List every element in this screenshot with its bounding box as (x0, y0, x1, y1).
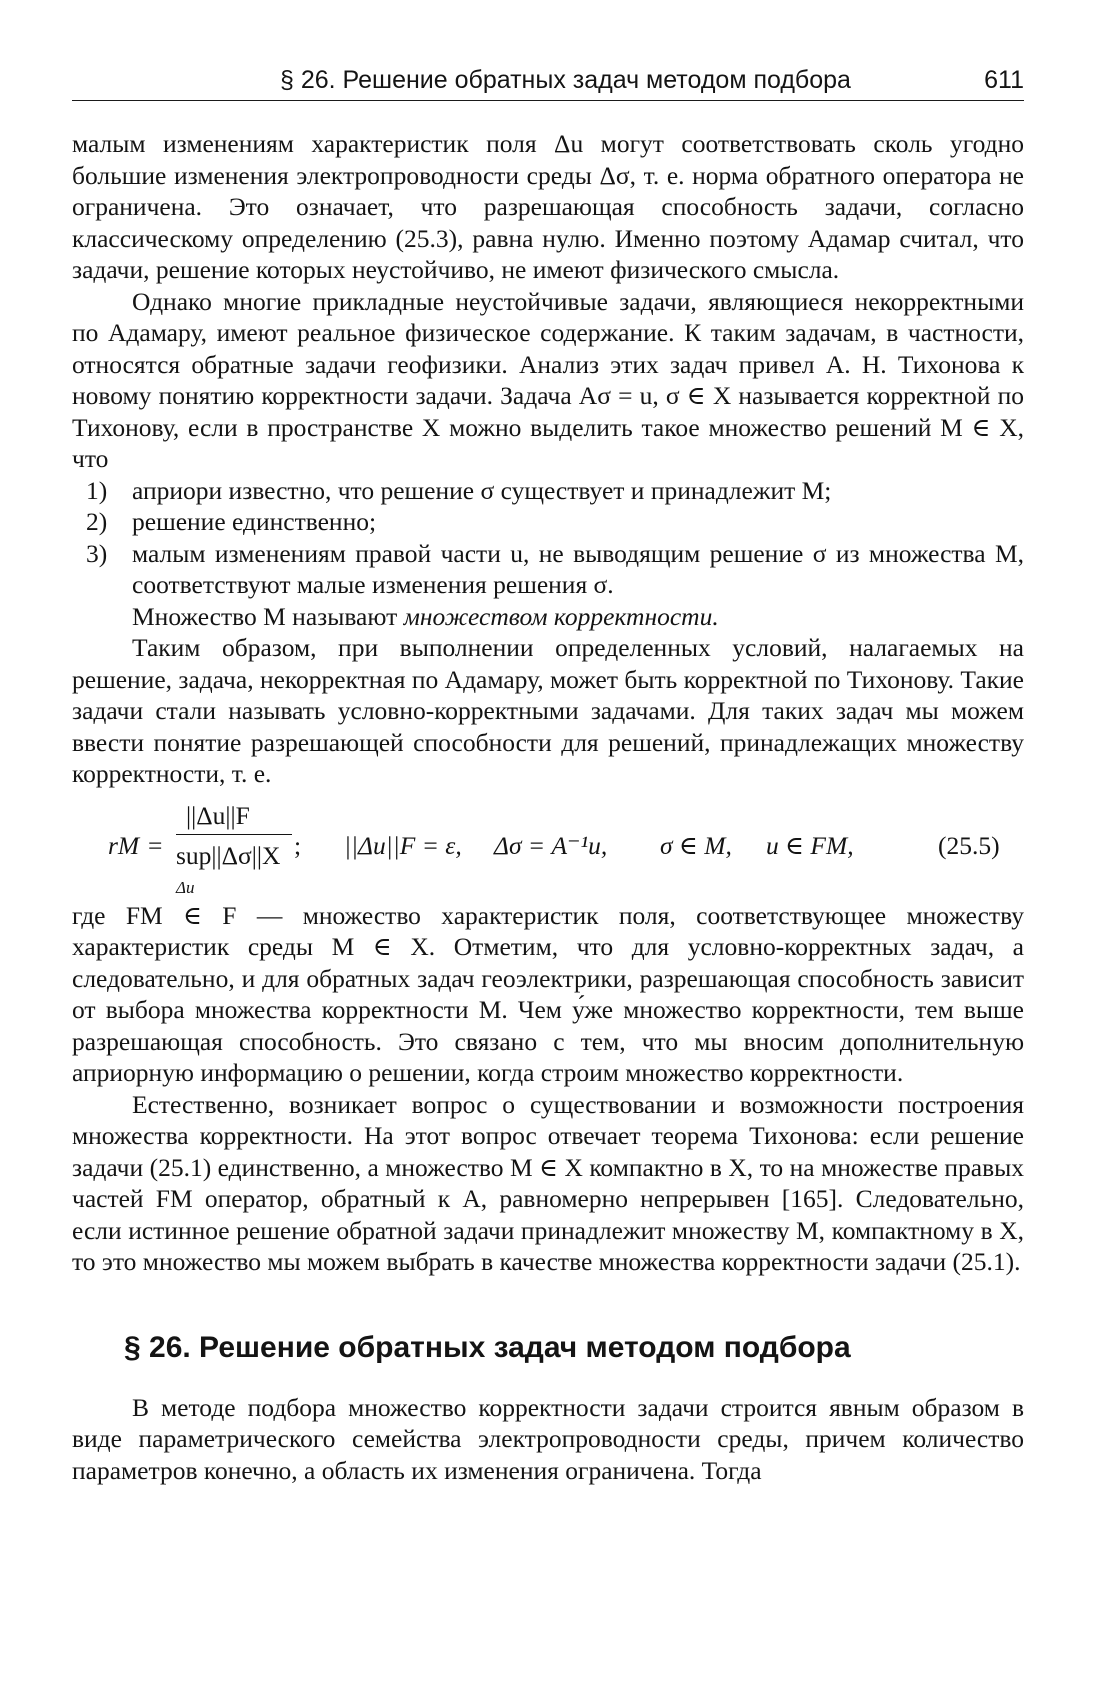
formula-equals: = (148, 830, 163, 860)
formula-part-1: ||Δu||F = ε, (344, 830, 462, 860)
running-header (72, 60, 1024, 101)
definition-term: множеством корректности. (403, 601, 719, 631)
list-item-number: 2) (86, 507, 108, 536)
list-item (72, 538, 1024, 601)
formula-denominator: sup||Δσ||X (176, 840, 281, 870)
conditions-list (72, 475, 1024, 601)
equation-number: (25.5) (938, 830, 1000, 860)
paragraph-7: В методе подбора множество корректности задачи строится явным образом в виде параметрического семейства электропроводности среды, причем количество параметров конечно, а область их изменения ограничена. Тогда (72, 1392, 1024, 1485)
equation-25-5 (72, 794, 1024, 897)
paragraph-2: Однако многие прикладные неустойчивые задачи, являющиеся некорректными по Адамару, имеют реальное физическое содержание. К таким задачам, в частности, относятся обратные задачи геофизики. Анализ этих задач привел А. Н. Тихонова к новому понятию корректности задачи. Задача Aσ = u, σ ∈ X называется корректной по Тихонову, если в пространстве X можно выделить такое множество решений M ∈ X, что (72, 286, 1024, 473)
header-title: § 26. Решение обратных задач методом подбора (280, 66, 851, 94)
fraction-bar (176, 834, 292, 835)
formula-lhs: rM (108, 830, 140, 860)
list-item-text: решение единственно; (132, 507, 377, 536)
paragraph-5: где FM ∈ F — множество характеристик поля, соответствующее множеству характеристик среды M ∈ X. Отметим, что для условно-корректных задач, а следовательно, и для обратных задач геоэлектрики, разрешающая способность зависит от выбора множества корректности M. Чем у́же множество корректности, тем выше разрешающая способность. Это связано с тем, что мы вносим дополнительную априорную информацию о решении, когда строим множество корректности. (72, 900, 1024, 1087)
list-item (72, 475, 1024, 507)
formula-part-2: Δσ = A⁻¹u, (494, 830, 608, 860)
formula-numerator: ||Δu||F (186, 800, 250, 830)
section-heading: § 26. Решение обратных задач методом подбора (124, 1330, 851, 1364)
paragraph-1: малым изменениям характеристик поля Δu могут соответствовать сколь угодно большие изменения электропроводности среды Δσ, т. е. норма обратного оператора не ограничена. Это означает, что разрешающая способность задачи, согласно классическому определению (25.3), равна нулю. Именно поэтому Адамар считал, что задачи, решение которых неустойчиво, не имеют физического смысла. (72, 129, 1024, 284)
list-item-text: малым изменениям правой части u, не выводящим решение σ из множества M, соответствуют малые изменения решения σ. (132, 538, 1024, 599)
list-item-number: 3) (86, 538, 108, 568)
formula-sup-subscript: Δu (176, 877, 195, 897)
formula-part-4: u ∈ FM, (766, 830, 854, 860)
body-text (72, 128, 1024, 1486)
resolution-fraction (72, 794, 342, 897)
formula-part-3: σ ∈ M, (660, 830, 732, 860)
page-number: 611 (984, 66, 1024, 94)
paragraph-3 (72, 601, 1024, 633)
paragraph-6: Естественно, возникает вопрос о существовании и возможности построения множества корректности. На этот вопрос отвечает теорема Тихонова: если решение задачи (25.1) единственно, а множество M ∈ X компактно в X, то на множестве правых частей FM оператор, обратный к A, равномерно непрерывен [165]. Следовательно, если истинное решение обратной задачи принадлежит множеству M, компактному в X, то это множество мы можем выбрать в качестве множества корректности задачи (25.1). (72, 1089, 1024, 1276)
list-item (72, 506, 1024, 538)
paragraph-4: Таким образом, при выполнении определенных условий, налагаемых на решение, задача, некорректная по Адамару, может быть корректной по Тихонову. Такие задачи стали называть условно-корректными задачами. Для таких задач мы можем ввести понятие разрешающей способности для решений, принадлежащих множеству корректности, т. е. (72, 633, 1024, 788)
list-item-number: 1) (86, 475, 108, 505)
list-item-text: априори известно, что решение σ существует и принадлежит M; (132, 475, 832, 505)
formula-semicolon: ; (294, 830, 302, 860)
definition-prefix: Множество M называют (132, 601, 398, 631)
